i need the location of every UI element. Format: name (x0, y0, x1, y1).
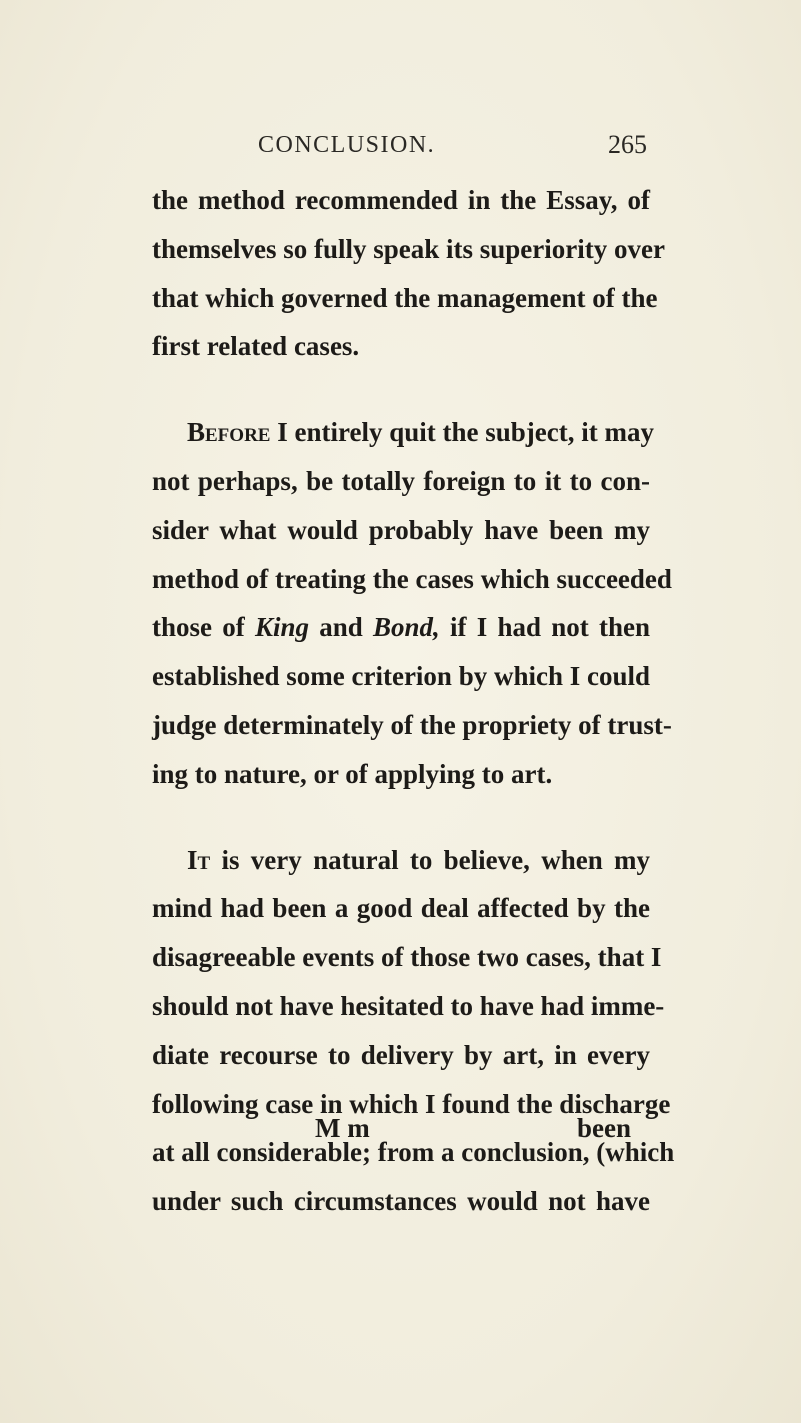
signature-mark: M m (315, 1113, 370, 1143)
text-line: first related cases. (152, 331, 360, 362)
text-fragment: I entirely quit the subject, it may (270, 417, 654, 448)
text-line: at all considerable; from a conclusion, (which (152, 1137, 675, 1168)
text-fragment: is very natural to believe, when my (210, 844, 650, 875)
text-line: themselves so fully speak its superiority over (152, 233, 665, 264)
body-text (152, 176, 675, 1226)
paragraph-opening-line (152, 836, 650, 885)
text-line: judge determinately of the propriety of trust- (152, 709, 672, 740)
text-line: that which governed the management of the (152, 282, 658, 313)
paragraph-lead-word: Before (187, 417, 271, 448)
case-name-bond: Bond, (373, 612, 440, 643)
paragraph-opening-line (152, 408, 654, 457)
running-head: CONCLUSION. (258, 132, 436, 158)
paragraph-lead-word: It (187, 844, 211, 875)
case-name-king: King (254, 612, 309, 643)
text-line: not perhaps, be totally foreign to it to con- (152, 465, 650, 496)
page-number: 265 (608, 130, 647, 159)
text-line: sider what would probably have been my (152, 514, 650, 545)
text-fragment: and (309, 612, 373, 643)
page-footer (0, 1104, 801, 1152)
page-header (0, 132, 801, 168)
text-fragment: if I had not then (439, 612, 650, 643)
text-line: disagreeable events of those two cases, that I (152, 942, 662, 973)
text-fragment: those of (152, 612, 255, 643)
text-line: method of treating the cases which succeeded (152, 563, 672, 594)
text-line: ing to nature, or of applying to art. (152, 758, 553, 789)
catchword: been (577, 1113, 631, 1143)
text-line: should not have hesitated to have had imme- (152, 990, 665, 1021)
text-line: under such circumstances would not have (152, 1186, 650, 1217)
text-line: established some criterion by which I could (152, 661, 651, 692)
text-line-with-names (152, 603, 650, 652)
text-line: mind had been a good deal affected by the (152, 893, 650, 924)
text-line: the method recommended in the Essay, of (152, 185, 650, 215)
text-line: following case in which I found the discharge (152, 1088, 671, 1119)
text-line: diate recourse to delivery by art, in every (152, 1039, 650, 1070)
